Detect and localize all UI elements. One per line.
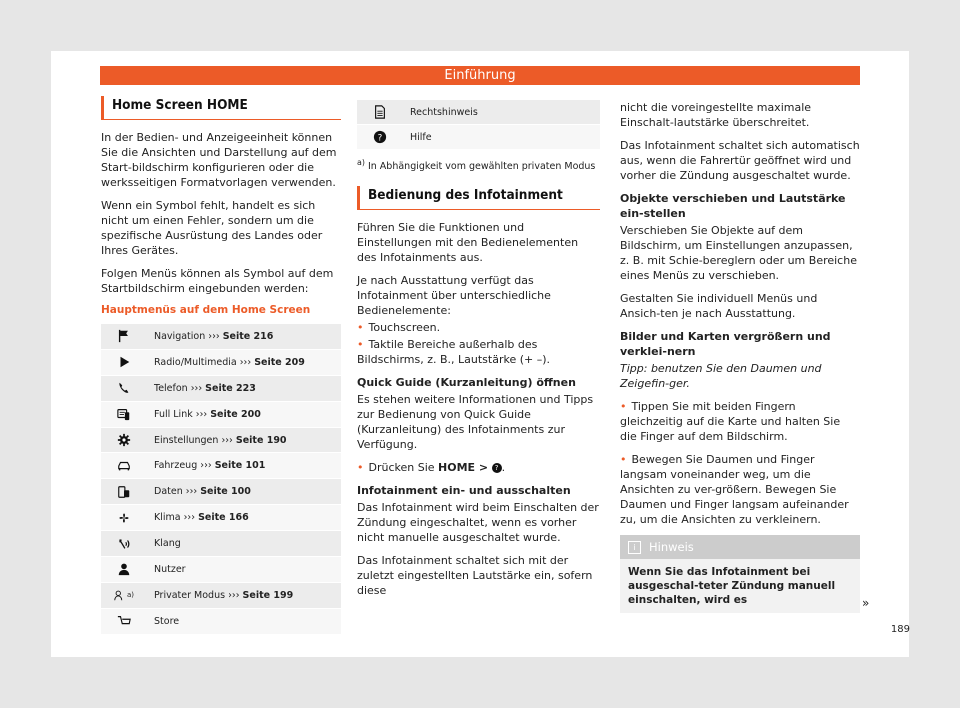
subheading: Bilder und Karten vergrößern und verklei-nern: [620, 330, 831, 358]
menu-entry: Fahrzeug ››› Seite 101: [154, 460, 266, 472]
menu-entry: Telefon ››› Seite 223: [154, 382, 256, 394]
paragraph: Das Infotainment wird beim Einschalten der Zündung eingeschaltet, wenn es vorher nicht manuelle ausgeschaltet wurde.: [357, 501, 599, 545]
page-number: 189: [890, 624, 910, 635]
paragraph: Verschieben Sie Objekte auf dem Bildschirm, um Einstellungen anzupassen, z. B. mit Schie-bereglern oder um Bereiche eines Menüs zu verschieben.: [620, 224, 857, 282]
chapter-header: Einführung: [100, 66, 860, 85]
menu-entry: Klang: [154, 538, 181, 550]
column-middle: [357, 100, 600, 606]
help-icon: [357, 125, 402, 149]
menu-entry: Navigation ››› Seite 216: [154, 330, 274, 342]
flag-icon: [101, 324, 146, 349]
table-title: Hauptmenüs auf dem Home Screen: [101, 304, 311, 316]
table-row: [357, 100, 600, 125]
store-icon: [101, 609, 146, 634]
table-row: [101, 583, 341, 609]
bullet-item: • Taktile Bereiche außerhalb des Bildschirms, z. B., Lautstärke (+ –).: [357, 337, 600, 367]
info-icon: i: [628, 541, 641, 554]
column-left: [101, 96, 341, 635]
subheading: Quick Guide (Kurzanleitung) öffnen: [357, 376, 576, 390]
sound-icon: [101, 531, 146, 556]
paragraph: Folgen Menüs können als Symbol auf dem Startbildschirm eingebunden werden:: [101, 267, 334, 295]
menu-entry: Store: [154, 615, 180, 627]
menu-entry: Full Link ››› Seite 200: [154, 408, 261, 420]
menu-entry: Einstellungen ››› Seite 190: [154, 434, 287, 446]
table-row: [101, 609, 341, 635]
car-icon: [101, 453, 146, 478]
section-title-home-screen: Home Screen HOME: [101, 96, 341, 120]
menu-entry: Daten ››› Seite 100: [154, 486, 251, 498]
table-row: [101, 402, 341, 428]
menu-entry: Radio/Multimedia ››› Seite 209: [154, 356, 305, 368]
user-icon: [101, 557, 146, 582]
table-row: [101, 479, 341, 505]
paragraph: Gestalten Sie individuell Menüs und Ansich-ten je nach Ausstattung.: [620, 292, 818, 320]
menu-table-continued: [357, 100, 600, 150]
bullet-item: • Bewegen Sie Daumen und Finger langsam voneinander weg, um die Ansichten zu ver-größern. Bewegen Sie Daumen und Finger langsam aufeinander zu, um die Ansichten zu verkleinern.: [620, 452, 860, 527]
table-row: [101, 350, 341, 376]
menu-entry: Rechtshinweis: [410, 106, 478, 118]
continue-marker: »: [862, 596, 870, 610]
paragraph: Es stehen weitere Informationen und Tipps zur Bedienung von Quick Guide (Kurzanleitung) des Infotainments zur Verfügung.: [357, 393, 594, 452]
paragraph: Tipp: benutzen Sie den Daumen und Zeigefin-ger.: [620, 362, 822, 390]
bullet-item: • Drücken Sie HOME > ? .: [357, 460, 600, 475]
data-icon: [101, 479, 146, 504]
svg-text:?: ?: [377, 133, 382, 144]
paragraph: Je nach Ausstattung verfügt das Infotainment über unterschiedliche Bedienelemente:: [357, 274, 551, 318]
document-icon: [357, 100, 402, 124]
bullet-item: • Touchscreen.: [357, 320, 600, 335]
column-right: [620, 100, 860, 613]
footnote: $^{a)}$ In Abhängigkeit vom gewählten privaten Modus: [357, 158, 596, 173]
paragraph: Das Infotainment schaltet sich automatisch aus, wenn die Fahrertür geöffnet wird und vorher die Zündung ausgeschaltet wurde.: [620, 139, 860, 182]
paragraph: Das Infotainment schaltet sich mit der zuletzt eingestellten Lautstärke ein, sofern diese: [357, 554, 593, 598]
private-mode-icon: a): [101, 583, 146, 608]
menu-entry: Klima ››› Seite 166: [154, 512, 249, 524]
note-text: Wenn Sie das Infotainment bei ausgeschal-teter Zündung manuell einschalten, wird es: [628, 566, 836, 606]
table-row: [101, 428, 341, 454]
menu-entry: Nutzer: [154, 563, 186, 575]
menu-entry: Privater Modus ››› Seite 199: [154, 589, 294, 601]
paragraph: Wenn ein Symbol fehlt, handelt es sich nicht um einen Fehler, sondern um die spezifische Ausrüstung des Landes oder Ihres Gerätes.: [101, 199, 323, 257]
section-title-bedienung: Bedienung des Infotainment: [357, 186, 600, 210]
paragraph: In der Bedien- und Anzeigeeinheit können Sie die Ansichten und Darstellung auf dem Start-bildschirm konfigurieren oder die werksseitigen Formatvorlagen verwenden.: [101, 131, 337, 189]
fan-icon: [101, 505, 146, 530]
table-row: [357, 125, 600, 150]
table-row: [101, 376, 341, 402]
bullet-item: • Tippen Sie mit beiden Fingern gleichzeitig auf die Karte und halten Sie die Finger auf dem Bildschirm.: [620, 399, 860, 444]
menu-table: [101, 324, 341, 635]
phone-icon: [101, 376, 146, 401]
play-icon: [101, 350, 146, 375]
subheading: Objekte verschieben und Lautstärke ein-stellen: [620, 192, 846, 220]
menu-entry: Hilfe: [410, 131, 432, 143]
note-box: [620, 535, 860, 613]
subheading: Infotainment ein- und ausschalten: [357, 484, 571, 498]
table-row: [101, 531, 341, 557]
table-row: [101, 557, 341, 583]
table-row: [101, 324, 341, 350]
paragraph: Führen Sie die Funktionen und Einstellungen mit den Bedienelementen des Infotainments aus.: [357, 221, 579, 265]
help-icon: ?: [492, 463, 502, 473]
gear-icon: [101, 428, 146, 453]
full-link-icon: [101, 402, 146, 427]
table-row: [101, 453, 341, 479]
paragraph: nicht die voreingestellte maximale Einschalt-lautstärke überschreitet.: [620, 101, 812, 129]
table-row: [101, 505, 341, 531]
note-header: i Hinweis: [620, 535, 860, 559]
